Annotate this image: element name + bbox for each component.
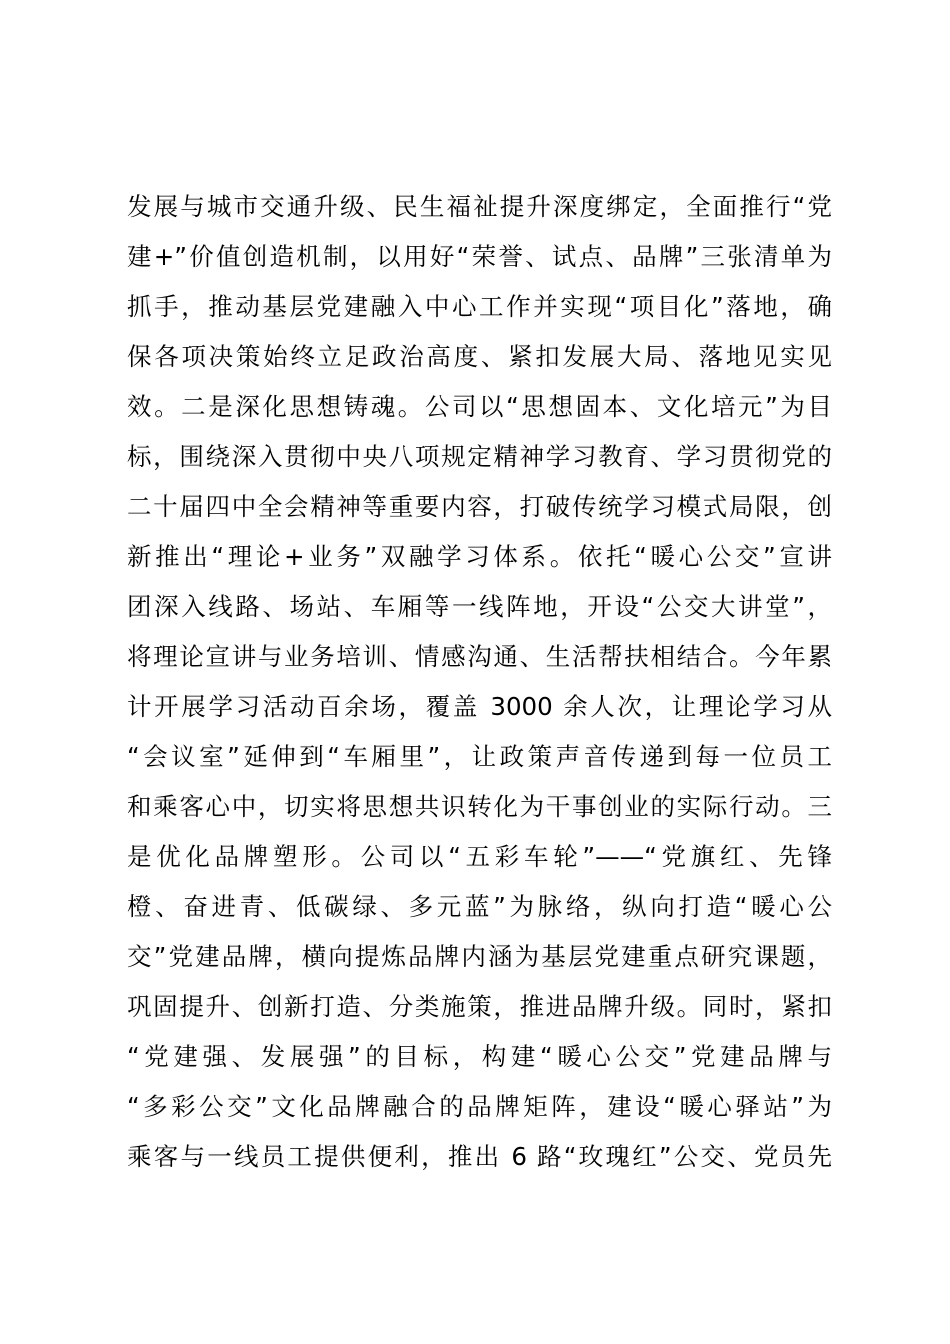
text-line: 计开展学习活动百余场，覆盖 3000 余人次，让理论学习从 [127, 692, 832, 721]
text-line: “多彩公交”文化品牌融合的品牌矩阵，建设“暖心驿站”为 [127, 1092, 832, 1121]
text-line: 橙、奋进青、低碳绿、多元蓝”为脉络，纵向打造“暖心公 [127, 892, 832, 921]
text-line: 效。二是深化思想铸魂。公司以“思想固本、文化培元”为目 [127, 392, 832, 421]
text-line: 抓手，推动基层党建融入中心工作并实现“项目化”落地，确 [127, 292, 832, 321]
text-line: 和乘客心中，切实将思想共识转化为干事创业的实际行动。三 [127, 792, 832, 821]
text-line: 新推出“理论+业务”双融学习体系。依托“暖心公交”宣讲 [127, 542, 832, 571]
text-line: 标，围绕深入贯彻中央八项规定精神学习教育、学习贯彻党的 [127, 442, 832, 471]
text-line: 团深入线路、场站、车厢等一线阵地，开设“公交大讲堂”， [127, 592, 832, 621]
text-line: 发展与城市交通升级、民生福祉提升深度绑定，全面推行“党 [127, 192, 832, 221]
text-line: 交”党建品牌，横向提炼品牌内涵为基层党建重点研究课题， [127, 942, 832, 971]
text-line: “会议室”延伸到“车厢里”，让政策声音传递到每一位员工 [127, 742, 832, 771]
text-line: 是优化品牌塑形。公司以“五彩车轮”——“党旗红、先锋 [127, 842, 832, 871]
text-line: 将理论宣讲与业务培训、情感沟通、生活帮扶相结合。今年累 [127, 642, 832, 671]
text-line: 保各项决策始终立足政治高度、紧扣发展大局、落地见实见 [127, 342, 832, 371]
text-line: 建+”价值创造机制，以用好“荣誉、试点、品牌”三张清单为 [127, 242, 832, 271]
text-line: 巩固提升、创新打造、分类施策，推进品牌升级。同时，紧扣 [127, 992, 832, 1021]
text-line: 二十届四中全会精神等重要内容，打破传统学习模式局限，创 [127, 492, 832, 521]
text-line: 乘客与一线员工提供便利，推出 6 路“玫瑰红”公交、党员先 [127, 1142, 832, 1171]
text-line: “党建强、发展强”的目标，构建“暖心公交”党建品牌与 [127, 1042, 832, 1071]
body-paragraph [127, 182, 832, 1182]
